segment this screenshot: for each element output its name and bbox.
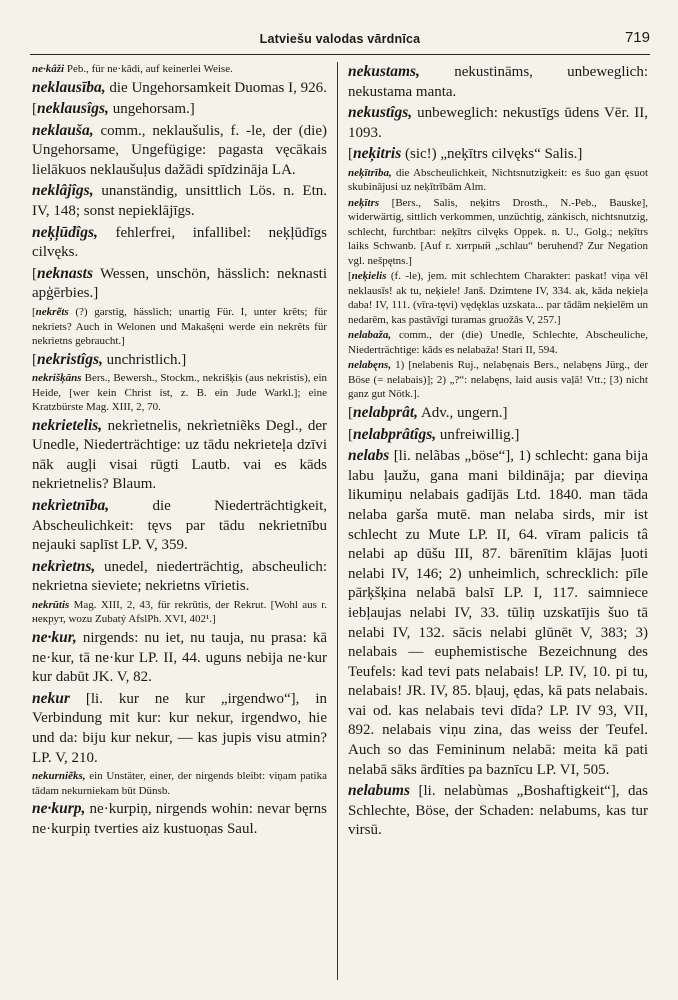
entry-definition: unedel, niederträchtig, abscheulich: nekrietna sieviete; nekrietns vīrietis. [32,558,327,595]
entry-headword: nekrẽts [35,306,69,319]
entry-definition: ne·kurpiņ, nirgends wohin: nevar bęrns ne·kurpiņ tverties aiz kustuoņas Saul. [32,801,327,837]
entry-bracket: [ [32,306,36,319]
entry-bracket: [ [32,351,37,368]
entry-headword: nekustîgs, [348,104,413,122]
entry-headword: ne·kur, [32,628,77,646]
entry-definition: fehlerfrei, infallibel: neķļūdīgs cilvęks. [32,224,327,261]
entry-definition: comm., der (die) Unedle, Schlechte, Abscheuliche, Niederträchtige: kāds es nelabaža! Stari II, 594. [348,329,648,356]
dictionary-entry [348,781,648,841]
entry-headword: nelabprât, [353,403,419,421]
dictionary-entry [32,99,327,120]
entry-definition: (sic!) „neķītrs cilvęks“ Salis.] [401,146,583,163]
dictionary-entry [32,371,327,415]
entry-bracket: [ [32,101,37,118]
entry-headword: neklausîgs, [37,100,109,118]
entry-definition: (?) garstig, hässlich; unartig Für. I, unter krẽts; für nekriets? Auch in Welonen und Makašęni werde ein nekrẽts für nekrietns gebraucht.] [32,306,327,348]
dictionary-entry [32,181,327,221]
entry-definition: nirgends: nu iet, nu tauja, nu prasa: kā ne·kur, tā ne·kur LP. II, 44. uguns nebija ne·kur kur dabūt JK. V, 82. [32,629,327,686]
dictionary-entry [348,328,648,357]
entry-headword: nelabums [348,782,411,800]
dictionary-entry [348,166,648,195]
entry-definition: [li. kur ne kur „irgendwo“], in Verbindung mit kur: kur nekur, irgendwo, hie und da: biju kur nekur, — kas jupis visu atmin? LP. V, 210. [32,690,327,766]
page-title: Latviešu valodas vārdnīca [259,32,421,46]
entry-definition: die Niederträchtigkeit, Abscheulichkeit: tęvs par tādu nekrietnību nejauki saplīst LP. V, 359. [32,498,327,554]
entry-headword: nekristîgs, [37,350,103,368]
entry-headword: nelabęns, [348,359,392,372]
entry-bracket: [ [348,270,352,283]
entry-headword: nelabaža, [348,329,392,342]
dictionary-entry [32,416,327,495]
dictionary-entry [348,358,648,402]
entry-headword: nekrūtis [32,598,70,611]
entry-definition: unfreiwillig.] [436,426,520,443]
entry-headword: nekrišķāns [32,372,82,385]
dictionary-entry [348,269,648,327]
dictionary-entry [32,598,327,627]
entry-headword: neklausība, [32,78,106,96]
entry-definition: die Abscheulichkeit, Nichtsnutzigkeit: es šuo gan ęsuot skubinājusi uz neķītrībām Alm. [348,166,648,194]
entry-bracket: [ [348,426,353,443]
entry-bracket: [ [348,146,353,163]
dictionary-entry [32,628,327,688]
entry-headword: neķītrs [348,196,380,209]
page-number: 719 [624,29,650,46]
entry-headword: ne·kurp, [32,800,86,818]
entry-definition: Mag. XIII, 2, 43, für rekrūtis, der Rekrut. [Wohl aus r. некрут, wozu Zubatý AfslPh. XVI, 402¹.] [32,598,327,626]
dictionary-entry [32,350,327,371]
entry-headword: nekur [32,689,70,707]
dictionary-entry [32,223,327,263]
dictionary-entry [32,305,327,349]
entry-headword: nekrìetns, [32,557,96,575]
dictionary-entry [348,403,648,424]
entry-headword: nelabprâtîgs, [353,425,437,443]
entry-headword: neķitris [353,145,402,163]
entry-definition: comm., neklaušulis, f. -le, der (die) Ungehorsame, Ungefügige: pagasta vęcākais lielākuos neklaušuļus dažādi spīdzināja LA. [32,122,327,178]
right-column [348,62,648,980]
dictionary-entry [348,196,648,269]
entry-definition: [li. nelãbas „böse“], 1) schlecht: gana bija labu ļaužu, gana mani bildināja; par dieviņa likumiņu nelabais gadījās Ltd. 1840. man tāda nelaba garša mutē. man nelaba sirds, mir ist schlecht zu Mute LP. II, 64. vīram palicis tâ nelabi ap dūšu III, 87. bārenītim klājas ļuoti nelabi IV, 146; 2) unheimlich, schrecklich: pīle pārķšķina nelabā balsī LP. I, 117. saimniece iebļaujas nelabi IV, 33. tūliņ uzskatījis šuo tā nelabi IV, 132. sācis nelabi glūnēt V, 383; 3) nelabais — euphemistische Bezeichnung des Teufels: kad tevi pats nelabais! LP. IV, 10. pi tu, nelabais! JR. IV, 85. bļauj, ędas, kā pats nelabais. vai od. kas nelabais tevi dīda? LP. IV 93, VII, 892. nelabais viņu zina, das weiss der Teufel. Auch so das Femininum nelabā: meita kā pati nelabā sāks ārdīties pa baznīcu LP. VI, 505. [348,448,648,778]
entry-definition: [Bers., Salis, neķitrs Drosth., N.-Peb., Bauske], widerwärtig, sittlich verkommen, unzüchtig, zänkisch, nichtsnutzig, schlecht, furchtbar: neķītrs cilvęks Oppek. n. U., Golg.; neķītrs laiks Schwanb. [Auf r. хитрый „schlau“ beruhend? Zur Negation vgl. nešpętns.] [348,196,648,267]
dictionary-entry [32,557,327,597]
dictionary-entry [32,689,327,768]
entry-definition: ein Unstäter, einer, der nirgends bleibt: viņam patika tādam nekurniekam būt Dünsb. [32,770,327,797]
entry-definition: unchristlich.] [102,351,187,368]
entry-headword: neklâjîgs, [32,182,94,200]
dictionary-entry [32,62,327,77]
left-column [32,62,327,980]
entry-bracket: [ [348,404,353,421]
entry-definition: nekrìetnelis, nekrìetniẽks Degl., der Unedle, Niederträchtige: uz tādu nekrieteļa dzīvi nāk augļi visai rūgti Lautb. vai es kāds nekrietnelis? Blaum. [32,417,327,493]
dictionary-entry [32,799,327,839]
dictionary-entry [348,62,648,102]
entry-headword: nekurniẽks, [32,770,86,783]
entry-headword: nelabs [348,447,390,465]
entry-headword: neklauša, [32,121,94,139]
entry-definition: Peb., für ne·kādi, auf keinerlei Weise. [64,63,233,75]
entry-headword: nekrìetnība, [32,497,110,514]
entry-bracket: [ [32,265,37,282]
dictionary-entry [32,121,327,181]
entry-headword: ne·kâži [32,63,65,75]
dictionary-entry [32,496,327,556]
entry-headword: neķielis [351,270,387,283]
dictionary-entry [32,769,327,798]
entry-headword: nekrietelis, [32,416,103,434]
entry-definition: Wessen, unschön, hässlich: neknasti apģērbies.] [32,265,327,302]
entry-definition: 1) [nelabenis Ruj., nelabęnais Bers., nelabęns Jürg., der Böse (= nelabais)]; 2) „?“: nelabęns, laid ausis vaļā! Vtt.; [3) nicht ganz gut Nötk.]. [348,359,648,401]
dictionary-entry [348,425,648,446]
entry-definition: Adv., ungern.] [418,404,508,421]
entry-definition: (f. -le), jem. mit schlechtem Charakter: paskat! viņa vēl neklausīs! ak tu, neķiele! Janš. Dzimtene IV, 334. ak, kāda neķieļa daba! IV, 111. (vīra-tęvi) vędęklas uzskata... par tādām neķielēm un nedarēm, kas pastāvīgi turamas gruožās V, 257.] [348,270,648,326]
entry-headword: neknasts [37,264,93,282]
column-divider [337,62,338,980]
entry-definition: Bers., Bewersh., Stockm., nekrišķis (aus nekristis), ein Heide, [wer kein Christ ist, z. B. ein Jude Warkl.]; eine Kratzbürste Mag. XIII, 2, 70. [32,372,327,414]
page-header [30,26,650,55]
entry-definition: ungehorsam.] [108,101,195,118]
dictionary-entry [348,103,648,143]
dictionary-entry [348,144,648,165]
entry-definition: unbeweglich: nekustīgs ūdens Vēr. II, 1093. [348,105,648,141]
dictionary-entry [348,446,648,780]
entry-definition: die Ungehorsamkeit Duomas I, 926. [105,79,327,96]
dictionary-entry [32,264,327,304]
entry-definition: nekustināms, unbeweglich: nekustama manta. [348,64,648,100]
entry-definition: unanständig, unsittlich Lös. n. Etn. IV, 148; sonst nepieklājīgs. [32,183,327,220]
dictionary-entry [32,78,327,99]
entry-definition: [li. nelabùmas „Boshaftigkeit“], das Schlechte, Böse, der Schaden: nelabums, kas tur virsū. [348,783,648,839]
entry-headword: neķļūdîgs, [32,223,98,241]
entry-headword: neķītrība, [348,166,392,179]
entry-headword: nekustams, [348,63,420,80]
